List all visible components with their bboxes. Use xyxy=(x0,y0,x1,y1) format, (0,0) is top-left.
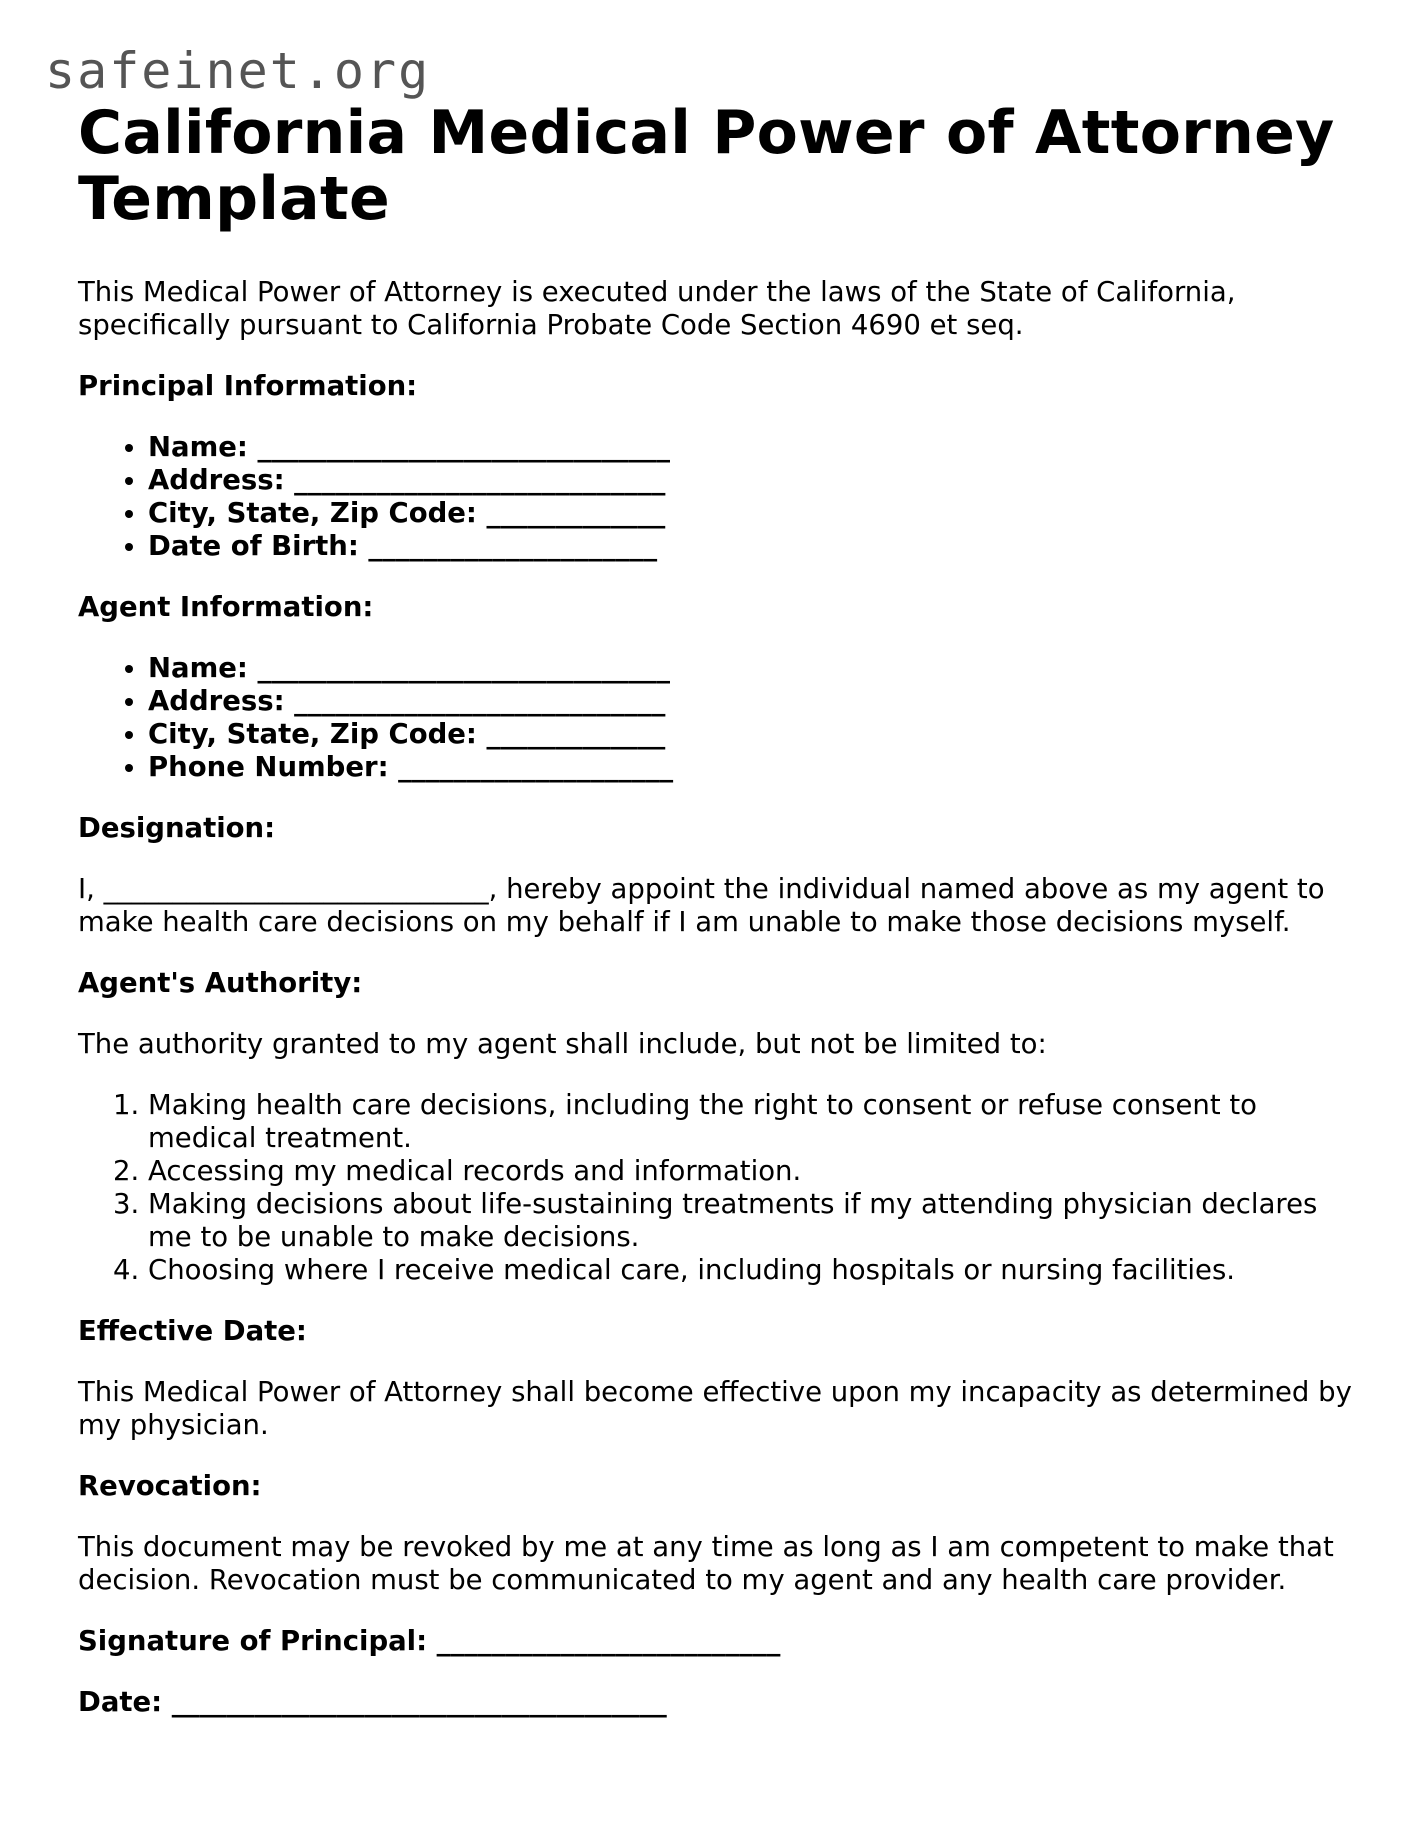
authority-heading: Agent's Authority: xyxy=(78,967,363,999)
principal-fields xyxy=(78,431,1358,563)
revocation-text: This document may be revoked by me at any time as long as I am competent to make that decision. Revocation must be communicated to my agent and any health care provider. xyxy=(78,1531,1334,1596)
authority-list xyxy=(78,1089,1358,1287)
principal-address-field: • Address: ___________________________ xyxy=(148,464,1358,497)
document-page xyxy=(78,100,1358,1719)
document-title: California Medical Power of Attorney Template xyxy=(78,98,1335,234)
authority-item: 1. Making health care decisions, including the right to consent or refuse consent to medical treatment. xyxy=(148,1089,1358,1155)
effective-date-text: This Medical Power of Attorney shall become effective upon my incapacity as determined by my physician. xyxy=(78,1376,1352,1441)
authority-item: 2. Accessing my medical records and information. xyxy=(148,1155,1358,1188)
authority-item: 4. Choosing where I receive medical care, including hospitals or nursing facilities. xyxy=(148,1254,1358,1287)
principal-heading: Principal Information: xyxy=(78,370,418,402)
date-line: Date: ____________________________________ xyxy=(78,1686,667,1718)
designation-text: I, ____________________________, hereby appoint the individual named above as my agent to make health care decisions on my behalf if I am unable to make those decisions myself. xyxy=(78,873,1325,938)
agent-address-field: • Address: ___________________________ xyxy=(148,685,1358,718)
principal-date-of-birth-field: • Date of Birth: _____________________ xyxy=(148,530,1358,563)
agent-fields xyxy=(78,652,1358,784)
agent-city-state-zip-field: • City, State, Zip Code: _____________ xyxy=(148,718,1358,751)
agent-heading: Agent Information: xyxy=(78,591,374,623)
intro-paragraph: This Medical Power of Attorney is executed under the laws of the State of California, specifically pursuant to California Probate Code Section 4690 et seq. xyxy=(78,276,1236,341)
designation-heading: Designation: xyxy=(78,812,276,844)
principal-name-field: • Name: ______________________________ xyxy=(148,431,1358,464)
effective-date-heading: Effective Date: xyxy=(78,1315,307,1347)
revocation-heading: Revocation: xyxy=(78,1470,262,1502)
authority-item: 3. Making decisions about life-sustaining treatments if my attending physician declares me to be unable to make decisions. xyxy=(148,1188,1358,1254)
authority-text: The authority granted to my agent shall include, but not be limited to: xyxy=(78,1028,1047,1060)
agent-name-field: • Name: ______________________________ xyxy=(148,652,1358,685)
principal-city-state-zip-field: • City, State, Zip Code: _____________ xyxy=(148,497,1358,530)
agent-phone-number-field: • Phone Number: ____________________ xyxy=(148,751,1358,784)
watermark: safeinet.org xyxy=(45,42,431,100)
signature-of-principal-line: Signature of Principal: _________________________ xyxy=(78,1625,781,1657)
